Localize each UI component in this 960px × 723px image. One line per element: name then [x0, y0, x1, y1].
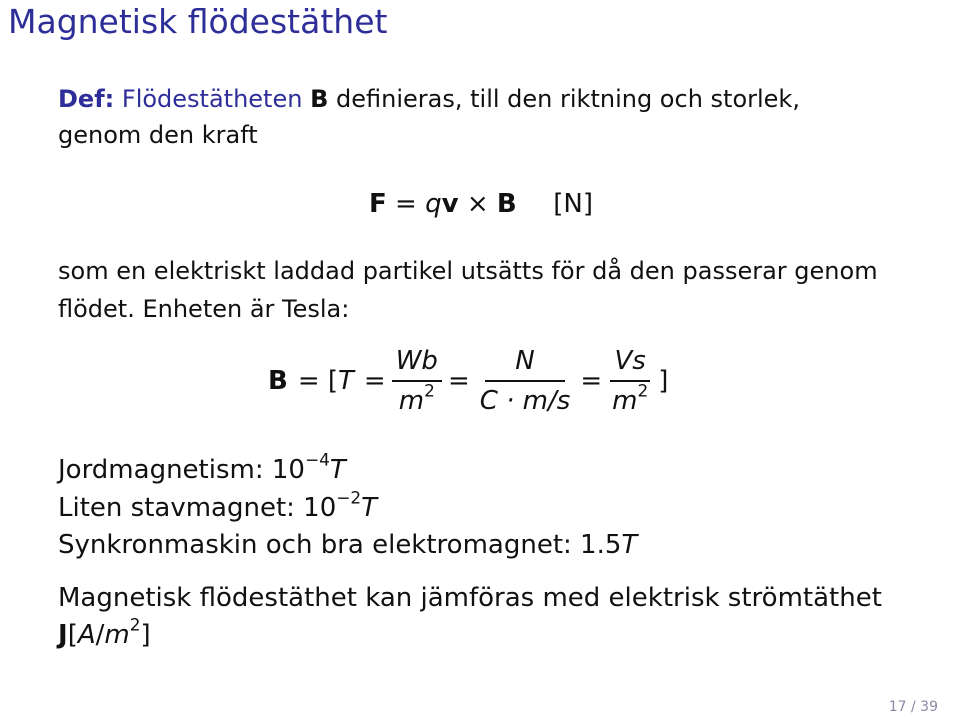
equals-sign: = [395, 189, 417, 219]
comparison-line-1: Magnetisk flödestäthet kan jämföras med elektrisk strömtäthet [58, 583, 882, 613]
flux-density-symbol: B [268, 366, 288, 396]
fraction-denominator: $m^2$ [398, 380, 435, 416]
fraction-vs-per-m2 [608, 346, 652, 416]
tesla-symbol: T [338, 366, 354, 396]
equals-sign: = [363, 366, 386, 396]
force-unit: [N] [553, 189, 593, 219]
definition-line-1 [58, 84, 800, 114]
fraction-wb-per-m2 [392, 346, 442, 416]
definition-text: definieras, till den riktning och storlek, [336, 85, 800, 113]
paragraph-line-2: flödet. Enheten är Tesla: [58, 295, 350, 323]
cross-product-sign: × [466, 189, 489, 219]
paragraph-line-1: som en elektriskt laddad partikel utsätts för då den passerar genom [58, 257, 878, 285]
fraction-numerator: Vs [610, 346, 649, 382]
equals-sign: = [580, 366, 603, 396]
fraction-denominator: $m^2$ [612, 380, 649, 416]
current-density-symbol: J [58, 620, 68, 650]
example-bar-magnet: Liten stavmagnet: $10^{-2}T$ [58, 487, 378, 523]
definition-symbol: B [310, 85, 329, 113]
definition-line-2: genom den kraft [58, 121, 258, 149]
velocity-symbol: v [441, 189, 459, 219]
example-synchronous-machine: Synkronmaskin och bra elektromagnet: 1.5T [58, 530, 638, 560]
flux-density-symbol: B [496, 189, 517, 219]
charge-symbol: q [425, 189, 442, 219]
fraction-n-per-cms [476, 346, 575, 416]
slide-title: Magnetisk flödestäthet [8, 2, 388, 41]
fraction-numerator: Wb [392, 346, 442, 382]
force-symbol: F [369, 189, 387, 219]
definition-term: Flödestätheten [121, 85, 303, 113]
fraction-denominator: C · m/s [479, 386, 571, 416]
page-number: 17 / 39 [888, 699, 938, 715]
force-equation [369, 188, 593, 220]
example-earth: Jordmagnetism: $10^{-4}T$ [58, 449, 346, 485]
tesla-equation [268, 346, 668, 416]
closing-bracket: ] [658, 366, 669, 396]
definition-prefix: Def: [58, 85, 115, 113]
fraction-numerator: N [485, 346, 564, 382]
equals-sign: = [447, 366, 470, 396]
equals-bracket: = [ [297, 366, 339, 396]
current-density-unit: $J[A/m^2]$ [58, 614, 151, 650]
